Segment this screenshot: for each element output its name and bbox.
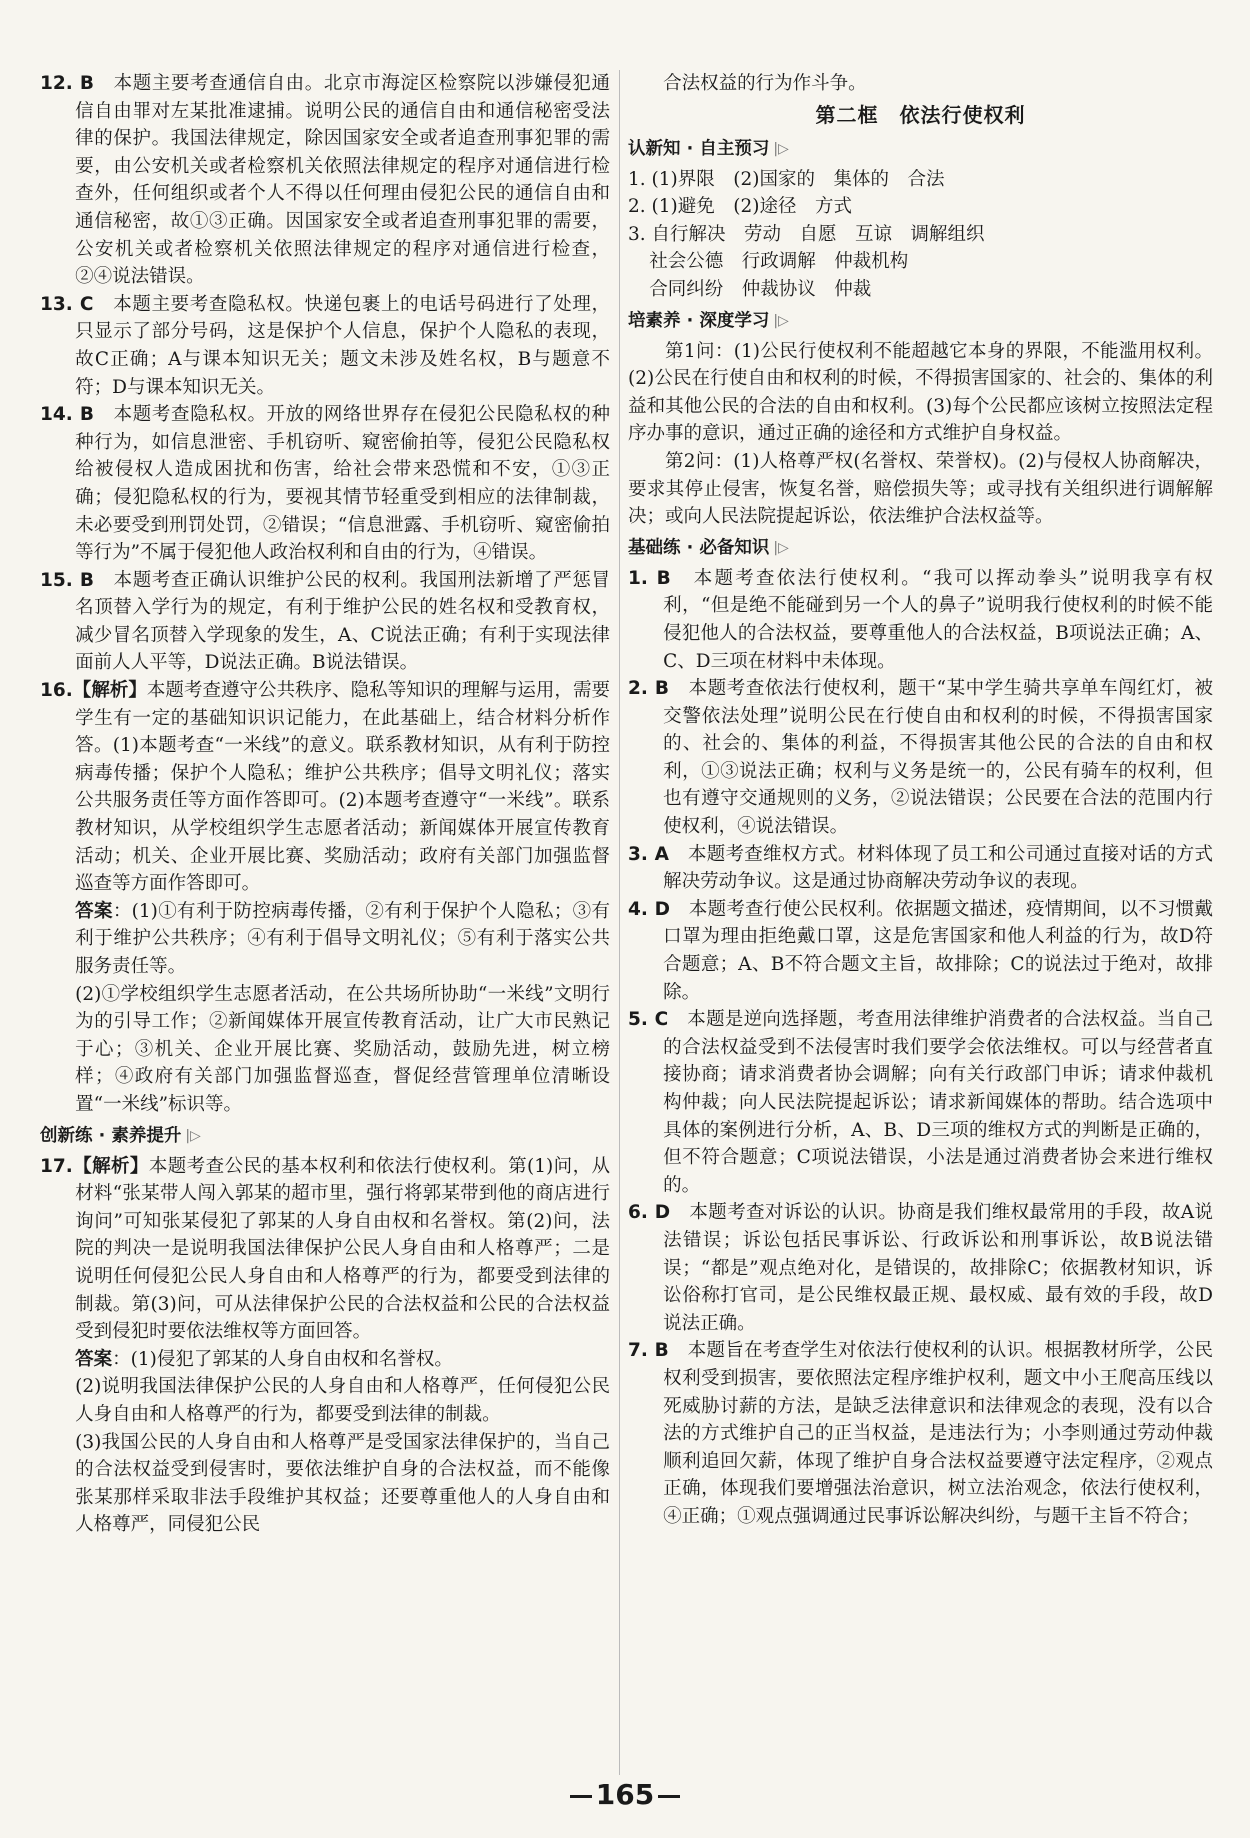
basic-question-3 [628,841,1213,896]
section-title: 培素养 · 深度学习 [628,310,770,331]
question-number: 6. D [628,1202,671,1224]
list-item: 3. 自行解决 劳动 自愿 互谅 调解组织 [628,223,985,245]
answer-text: ：(1)①有利于防控病毒传播，②有利于保护个人隐私；③有利于维护公共秩序；④有利于倡导文明礼仪；⑤有利于落实公共服务责任等。 [75,900,610,977]
question-text: 本题考查公民的基本权利和依法行使权利。第(1)问，从材料“张某带人闯入郭某的超市里，强行将郭某带到他的商店进行询问”可知张某侵犯了郭某的人身自由权和名誉权。第(2)问，法院的判决一是说明我国法律保护公民人身自由和人格尊严；二是说明任何侵犯公民人身自由和人格尊严的行为，都要受到法律的制裁。第(3)问，可从法律保护公民的合法权益和公民的合法权益受到侵犯时要依法维权等方面回答。 [75,1155,610,1343]
section-heading-innovation [40,1122,610,1150]
column-divider [619,70,620,1775]
question-number: 5. C [628,1009,669,1031]
page-dash-left [570,1795,592,1798]
section-title: 基础练 · 必备知识 [628,537,770,558]
question-number: 2. B [628,678,670,700]
question-text: 本题考查对诉讼的认识。协商是我们维权最常用的手段，故A说法错误；诉讼包括民事诉讼、行政诉讼和刑事诉讼，故B说法错误；“都是”观点绝对化，是错误的，故排除C；依据教材知识，诉讼俗称打官司，是公民维权最正规、最权威、最有效的手段，故D说法正确。 [663,1202,1213,1334]
question-13 [40,291,610,401]
answer-17-part3: (3)我国公民的人身自由和人格尊严是受国家法律保护的，当自己的合法权益受到侵害时，要依法维护自身的合法权益，而不能像张某那样采取非法手段维护其权益；还要尊重他人的人身自由和人格尊严，同侵犯公民 [75,1431,610,1536]
question-text: 本题考查维权方式。材料体现了员工和公司通过直接对话的方式解决劳动争议。这是通过协商解决劳动争议的表现。 [663,843,1213,893]
section-title: 认新知 · 自主预习 [628,138,770,159]
question-text: 本题考查依法行使权利，题干“某中学生骑共享单车闯红灯，被交警依法处理”说明公民在行使自由和权利的时候，不得损害国家的、社会的、集体的利益，不得损害其他公民的合法的自由和权利，①③说法正确；权利与义务是统一的，公民有骑车的权利，但也有遵守交通规则的义务，②说法错误；公民要在合法的范围内行使权利，④说法错误。 [663,678,1213,838]
question-number: 17. [40,1155,73,1177]
right-column [628,70,1213,1531]
basic-question-4 [628,896,1213,1006]
answer-16-part2: (2)①学校组织学生志愿者活动，在公共场所协助“一米线”文明行为的引导工作；②新闻媒体开展宣传教育活动，让广大市民熟记于心；③机关、企业开展比赛、奖励活动，鼓励先进，树立榜样；④政府有关部门加强监督巡查，督促经营管理单位清晰设置“一米线”标识等。 [75,983,610,1115]
section-heading-preview [628,135,1213,163]
preview-answers [628,166,1213,304]
basic-question-2 [628,675,1213,841]
question-number: 12. B [40,73,94,94]
question-text: 本题考查依法行使权利。“我可以挥动拳头”说明我享有权利，“但是绝不能碰到另一个人的鼻子”说明我行使权利的时候不能侵犯他人的合法权益，要尊重他人的合法权益，B项说法正确；A、C、D三项在材料中未体现。 [663,567,1213,672]
question-text: 本题主要考查隐私权。快递包裹上的电话号码进行了处理，只显示了部分号码，这是保护个人信息，保护个人隐私的表现，故C正确；A与课本知识无关；题文未涉及姓名权，B与题意不符；D与课本知识无关。 [75,293,610,398]
section-arrow-icon: |▷ [185,1127,201,1144]
question-number: 13. C [40,293,94,315]
question-number: 1. B [628,567,671,589]
basic-question-1 [628,565,1213,675]
section-heading-basic [628,534,1213,562]
deep-learning-q1: 第1问：(1)公民行使权利不能超越它本身的界限，不能滥用权利。(2)公民在行使自由和权利的时候，不得损害国家的、社会的、集体的利益和其他公民的合法的自由和权利。(3)每个公民都应该树立按照法定程序办事的意识，通过正确的途径和方式维护自身权益。 [628,340,1213,445]
lesson-title: 第二框 依法行使权利 [815,102,1026,127]
question-16 [40,677,610,898]
analysis-tag: 【解析】 [72,1155,149,1177]
answer-continuation: 合法权益的行为作斗争。 [663,73,867,94]
section-arrow-icon: |▷ [773,140,789,157]
answer-16-part1 [40,898,610,981]
list-item: 合同纠纷 仲裁协议 仲裁 [649,278,872,300]
question-text: 本题考查行使公民权利。依据题文描述，疫情期间，以不习惯戴口罩为理由拒绝戴口罩，这是危害国家和他人利益的行为，故D符合题意；A、B不符合题文主旨，故排除；C的说法过于绝对，故排除。 [663,898,1213,1003]
page-number [0,1778,1250,1811]
question-text: 本题是逆向选择题，考查用法律维护消费者的合法权益。当自己的合法权益受到不法侵害时我们要学会依法维权。可以与经营者直接协商；请求消费者协会调解；向有关行政部门申诉；请求仲裁机构仲裁；向人民法院提起诉讼；请求新闻媒体的帮助。结合选项中具体的案例进行分析，A、B、D三项的维权方式的判断是正确的，但不符合题意；C项说法错误，小法是通过消费者协会来进行维权的。 [663,1009,1213,1196]
analysis-tag: 【解析】 [72,680,147,702]
question-number: 16. [40,680,73,702]
question-text: 本题考查遵守公共秩序、隐私等知识的理解与运用，需要学生有一定的基础知识识记能力，在此基础上，结合材料分析作答。(1)本题考查“一米线”的意义。联系教材知识，从有利于防控病毒传播；保护个人隐私；维护公共秩序；倡导文明礼仪；落实公共服务责任等方面作答即可。(2)本题考查遵守“一米线”。联系教材知识，从学校组织学生志愿者活动；新闻媒体开展宣传教育活动；机关、企业开展比赛、奖励活动；政府有关部门加强监督巡查等方面作答即可。 [75,680,610,895]
answer-label: 答案 [75,1348,113,1370]
list-item: 1. (1)界限 (2)国家的 集体的 合法 [628,168,945,190]
answer-17-part1 [40,1346,610,1374]
answer-label: 答案 [75,900,113,922]
question-number: 3. A [628,843,669,865]
question-text: 本题考查隐私权。开放的网络世界存在侵犯公民隐私权的种种行为，如信息泄密、手机窃听、窥密偷拍等，侵犯公民隐私权给被侵权人造成困扰和伤害，给社会带来恐慌和不安，①③正确；侵犯隐私权的行为，要视其情节轻重受到相应的法律制裁，未必要受到刑罚处罚，②错误；“信息泄露、手机窃听、窥密偷拍等行为”不属于侵犯他人政治权利和自由的行为，④错误。 [75,404,610,564]
question-text: 本题旨在考查学生对依法行使权利的认识。根据教材所学，公民权利受到损害，要依照法定程序维护权利，题文中小王爬高压线以死威胁讨薪的方法，是缺乏法律意识和法律观念的表现，没有以合法的方式维护自己的正当权益，是违法行为；小李则通过劳动仲裁顺利追回欠薪，体现了维护自身合法权益要遵守法定程序，②观点正确，体现我们要增强法治意识，树立法治观念，依法行使权利，④正确；①观点强调通过民事诉讼解决纠纷，与题干主旨不符合； [663,1340,1213,1527]
page-dash-right [658,1795,680,1798]
answer-17-part2: (2)说明我国法律保护公民的人身自由和人格尊严，任何侵犯公民人身自由和人格尊严的行为，都要受到法律的制裁。 [75,1376,610,1425]
question-12 [40,70,610,291]
basic-question-5 [628,1006,1213,1199]
deep-learning-q2: 第2问：(1)人格尊严权(名誉权、荣誉权)。(2)与侵权人协商解决，要求其停止侵害，恢复名誉，赔偿损失等；或寻找有关组织进行调解解决；或向人民法院提起诉讼，依法维护合法权益等。 [628,450,1213,528]
question-14 [40,401,610,567]
basic-question-6 [628,1199,1213,1337]
question-17 [40,1153,610,1346]
answer-text: ：(1)侵犯了郭某的人身自由权和名誉权。 [112,1348,453,1370]
question-text: 本题考查正确认识维护公民的权利。我国刑法新增了严惩冒名顶替入学行为的规定，有利于维护公民的姓名权和受教育权，减少冒名顶替入学现象的发生，A、C说法正确；有利于实现法律面前人人平等，D说法正确。B说法错误。 [75,569,610,674]
section-arrow-icon: |▷ [773,312,789,329]
question-number: 7. B [628,1340,669,1362]
question-number: 4. D [628,898,670,920]
left-column [40,70,610,1539]
list-item: 社会公德 行政调解 仲裁机构 [649,251,909,273]
section-heading-deep [628,307,1213,335]
question-text: 本题主要考查通信自由。北京市海淀区检察院以涉嫌侵犯通信自由罪对左某批准逮捕。说明公民的通信自由和通信秘密受法律的保护。我国法律规定，除因国家安全或者追查刑事犯罪的需要，由公安机关或者检察机关依照法律规定的程序对通信进行检查外，任何组织或者个人不得以任何理由侵犯公民的通信自由和通信秘密，故①③正确。因国家安全或者追查刑事犯罪的需要，公安机关或者检察机关依照法律规定的程序对通信进行检查，②④说法错误。 [75,73,610,288]
list-item: 2. (1)避免 (2)途径 方式 [628,196,852,218]
section-title: 创新练 · 素养提升 [40,1125,182,1146]
question-number: 15. B [40,569,94,591]
question-number: 14. B [40,404,94,426]
basic-question-7 [628,1337,1213,1530]
page-number-text: 165 [595,1778,655,1811]
section-arrow-icon: |▷ [773,539,789,556]
question-15 [40,567,610,677]
